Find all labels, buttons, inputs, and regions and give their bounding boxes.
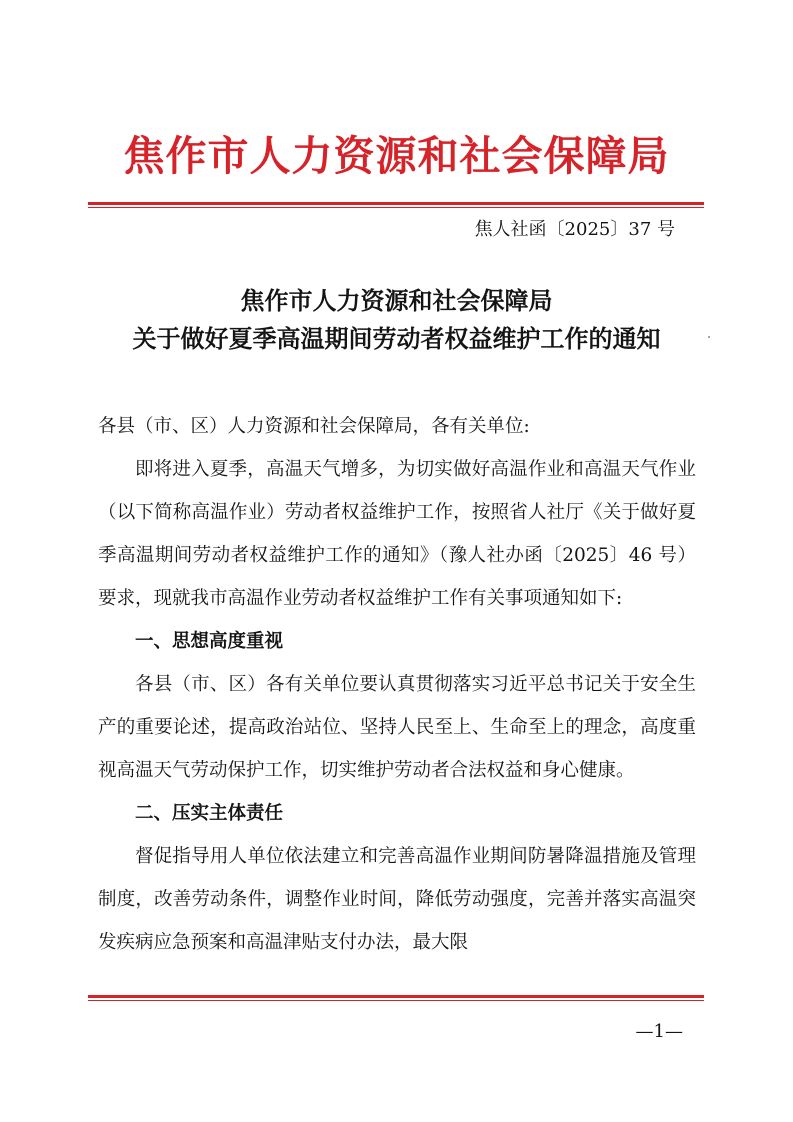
section-heading-2: 二、压实主体责任 [135,803,284,824]
section-paragraph-2: 督促指导用人单位依法建立和完善高温作业期间防暑降温措施及管理制度，改善劳动条件，调整作业时间，降低劳动强度，完善并落实高温突发疾病应急预案和高温津贴支付办法，最大限 [98,846,696,953]
document-number: 焦人社函〔2025〕37 号 [474,219,675,240]
document-title-line-2: 关于做好夏季高温期间劳动者权益维护工作的通知 [132,324,661,353]
document-body [98,405,696,964]
page-number: —1— [635,1021,683,1042]
document-title-line-1: 焦作市人力资源和社会保障局 [240,286,553,315]
section-heading-1: 一、思想高度重视 [135,631,284,652]
intro-paragraph: 即将进入夏季，高温天气增多，为切实做好高温作业和高温天气作业（以下简称高温作业）劳动者权益维护工作，按照省人社厅《关于做好夏季高温期间劳动者权益维护工作的通知》（豫人社办函〔2025〕46 号）要求，现就我市高温作业劳动者权益维护工作有关事项通知如下: [98,459,696,609]
salutation: 各县（市、区）人力资源和社会保障局，各有关单位: [98,416,530,437]
footer-divider [88,995,704,1001]
section-paragraph-1: 各县（市、区）各有关单位要认真贯彻落实习近平总书记关于安全生产的重要论述，提高政治站位、坚持人民至上、生命至上的理念，高度重视高温天气劳动保护工作，切实维护劳动者合法权益和身心健康。 [98,674,696,781]
document-title [60,282,733,358]
letterhead-divider [88,202,704,208]
agency-letterhead: 焦作市人力资源和社会保障局 [123,132,670,180]
